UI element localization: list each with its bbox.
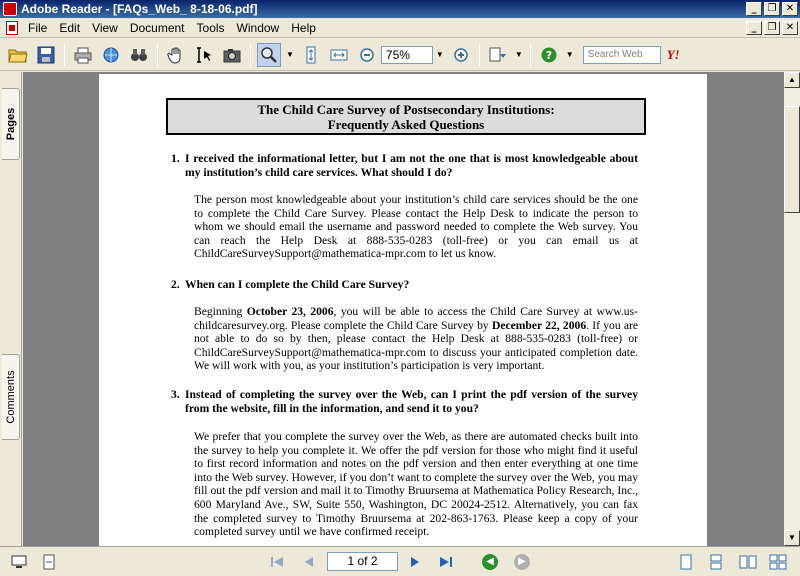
menu-file[interactable]: File xyxy=(28,20,48,35)
hand-icon xyxy=(167,46,185,64)
yahoo-logo-icon[interactable]: Y! xyxy=(666,46,680,62)
menu-tools[interactable]: Tools xyxy=(196,20,225,35)
fit-height-icon xyxy=(304,46,318,64)
question-text: Instead of completing the survey over the Web, can I print the pdf version of the survey from the website, fill in the information, and send it to you? xyxy=(185,388,638,415)
folder-open-icon xyxy=(8,46,28,64)
pdf-page xyxy=(99,74,707,546)
menu-bar xyxy=(0,18,800,38)
title-bar[interactable] xyxy=(0,0,800,18)
snapshot-button[interactable] xyxy=(220,43,244,67)
save-button[interactable] xyxy=(34,43,58,67)
page-layout-icon xyxy=(488,46,508,64)
zoom-out-button[interactable] xyxy=(355,43,379,67)
continuous-layout-button[interactable] xyxy=(706,553,726,571)
toolbar xyxy=(0,39,800,71)
display-options-button[interactable] xyxy=(10,553,28,571)
monitor-icon xyxy=(11,555,27,569)
minimize-button[interactable]: _ xyxy=(746,2,762,16)
search-button[interactable] xyxy=(127,43,151,67)
answer-text: , you will be able to access the Child Care Survey at www.us-childcaresurvey.org. Please complete the Child Care Survey by xyxy=(194,305,638,332)
document-title-line2: Frequently Asked Questions xyxy=(327,117,485,132)
go-forward-button[interactable] xyxy=(512,553,532,571)
facing-layout-button[interactable] xyxy=(738,553,758,571)
chevron-down-icon[interactable]: ▼ xyxy=(286,50,294,59)
adobe-reader-app-icon[interactable] xyxy=(3,2,17,16)
menu-edit[interactable]: Edit xyxy=(59,20,81,35)
last-page-icon xyxy=(438,555,454,569)
scroll-up-arrow-icon[interactable]: ▲ xyxy=(784,72,800,88)
tab-comments[interactable] xyxy=(2,354,20,440)
start-date: October 23, 2006 xyxy=(246,305,334,318)
single-page-layout-button[interactable] xyxy=(676,553,696,571)
document-title-line1: The Child Care Survey of Postsecondary Institutions: xyxy=(257,102,555,117)
single-page-icon xyxy=(678,554,694,570)
help-button[interactable] xyxy=(537,43,561,67)
toolbar-separator xyxy=(157,44,158,66)
tab-comments-label: Comments xyxy=(4,370,17,424)
vertical-scrollbar[interactable] xyxy=(784,72,800,546)
zoom-tool-button[interactable] xyxy=(257,43,281,67)
zoom-level-input[interactable]: 75% xyxy=(381,46,433,64)
navigation-panel xyxy=(0,72,22,546)
menu-window[interactable]: Window xyxy=(236,20,280,35)
page-icon xyxy=(42,554,56,570)
menu-document[interactable]: Document xyxy=(129,20,185,35)
tab-pages[interactable] xyxy=(2,88,20,160)
question-2 xyxy=(171,278,638,292)
window-controls xyxy=(746,2,798,16)
zoom-out-icon xyxy=(359,47,375,63)
document-menu-icon[interactable] xyxy=(6,21,18,35)
fit-width-button[interactable] xyxy=(327,43,351,67)
open-button[interactable] xyxy=(6,43,30,67)
rotate-view-button[interactable] xyxy=(486,43,510,67)
document-view[interactable] xyxy=(23,72,784,546)
help-question-icon xyxy=(540,46,558,64)
print-button[interactable] xyxy=(71,43,95,67)
status-bar xyxy=(0,546,800,576)
fit-width-icon xyxy=(330,46,348,64)
select-tool-button[interactable] xyxy=(192,43,216,67)
hand-tool-button[interactable] xyxy=(164,43,188,67)
question-text: I received the informational letter, but I am not the one that is most knowledgeable about my institution’s child care services. What should I do? xyxy=(185,152,638,179)
continuous-facing-icon xyxy=(769,554,787,570)
go-back-button[interactable] xyxy=(480,553,500,571)
zoom-in-icon xyxy=(453,47,469,63)
answer-2 xyxy=(194,305,638,373)
question-3 xyxy=(171,388,638,415)
tab-pages-label: Pages xyxy=(4,107,17,141)
toolbar-separator xyxy=(250,44,251,66)
next-page-button[interactable] xyxy=(406,553,424,571)
question-text: When can I complete the Child Care Survey? xyxy=(185,278,410,291)
back-arrow-icon: ◀ xyxy=(482,554,498,570)
printer-icon xyxy=(73,46,93,64)
answer-1: The person most knowledgeable about your institution’s child care services should be the one to complete the Child Care Survey. Please contact the Help Desk to indicate the person to whom we should email the username and password needed to complete the Web survey. You can reach the Help Desk at 888-535-0283 (toll-free) or you can email us at ChildCareSurveySupport@mathematica-mpr.com to let us know. xyxy=(194,193,638,261)
menu-view[interactable]: View xyxy=(92,20,118,35)
toolbar-separator xyxy=(64,44,65,66)
save-disk-icon xyxy=(37,46,55,64)
toolbar-separator xyxy=(479,44,480,66)
next-page-icon xyxy=(409,555,421,569)
question-number: 3. xyxy=(171,388,180,401)
doc-minimize-button[interactable]: _ xyxy=(746,21,762,35)
globe-email-icon xyxy=(101,46,121,64)
chevron-down-icon[interactable]: ▼ xyxy=(514,50,523,59)
toolbar-separator xyxy=(530,44,531,66)
question-1 xyxy=(171,152,638,179)
previous-page-button[interactable] xyxy=(300,553,318,571)
document-window-controls xyxy=(746,21,798,35)
answer-text: . If you are not able to do so by then, please contact the Help Desk at 888-535-0283 (toll-free) or ChildCareSurveySupport@mathematica-mpr.com to discuss your anticipated completion date. We will work with you, as your institution’s participation is very important. xyxy=(194,318,639,373)
continuous-page-icon xyxy=(708,554,724,570)
magnifier-icon xyxy=(260,46,278,64)
zoom-in-button[interactable] xyxy=(449,43,473,67)
text-select-icon xyxy=(195,46,213,64)
page-number-input[interactable]: 1 of 2 xyxy=(327,552,398,571)
doc-restore-button[interactable]: ❐ xyxy=(764,21,780,35)
chevron-down-icon[interactable]: ▼ xyxy=(565,50,574,59)
last-page-button[interactable] xyxy=(436,553,456,571)
restore-button[interactable]: ❐ xyxy=(764,2,780,16)
answer-text: Beginning xyxy=(194,305,247,318)
page-size-button[interactable] xyxy=(40,553,58,571)
facing-pages-icon xyxy=(739,554,757,570)
window-title: Adobe Reader - [FAQs_Web_ 8-18-06.pdf] xyxy=(21,2,258,16)
search-web-input[interactable]: Search Web xyxy=(583,46,661,64)
document-title-box xyxy=(166,98,646,135)
email-button[interactable] xyxy=(99,43,123,67)
first-page-icon xyxy=(270,555,284,569)
actual-size-button[interactable] xyxy=(299,43,323,67)
forward-arrow-icon: ▶ xyxy=(514,554,530,570)
close-button[interactable]: ✕ xyxy=(782,2,798,16)
binoculars-icon xyxy=(129,46,149,64)
previous-page-icon xyxy=(303,555,315,569)
question-number: 2. xyxy=(171,278,180,291)
scroll-down-arrow-icon[interactable]: ▼ xyxy=(784,530,800,546)
menu-help[interactable]: Help xyxy=(291,20,316,35)
doc-close-button[interactable]: ✕ xyxy=(782,21,798,35)
question-number: 1. xyxy=(171,152,180,165)
continuous-facing-layout-button[interactable] xyxy=(768,553,788,571)
answer-3: We prefer that you complete the survey over the Web, as there are automated checks built into the survey to help you complete it. We offer the pdf version for those who might find it useful to first record information and notes on the pdf version and then enter everything at one time into the Web survey. However, if you don’t want to complete the survey over the Web, you may fill out the pdf version and mail it to Timothy Bruursema at Mathematica Policy Research, Inc., 600 Maryland Ave., SW, Suite 550, Washington, DC 20024-2512. Alternatively, you can fax the completed survey to Timothy Bruursema at 202-863-1763. Please keep a copy of your completed survey until we have confirmed receipt. xyxy=(194,430,638,539)
zoom-dropdown-chevron-icon[interactable]: ▼ xyxy=(435,50,444,59)
scroll-thumb[interactable] xyxy=(784,106,800,213)
svg-text:?: ? xyxy=(545,48,552,62)
camera-icon xyxy=(222,46,242,64)
first-page-button[interactable] xyxy=(268,553,286,571)
deadline-date: December 22, 2006 xyxy=(491,318,587,332)
